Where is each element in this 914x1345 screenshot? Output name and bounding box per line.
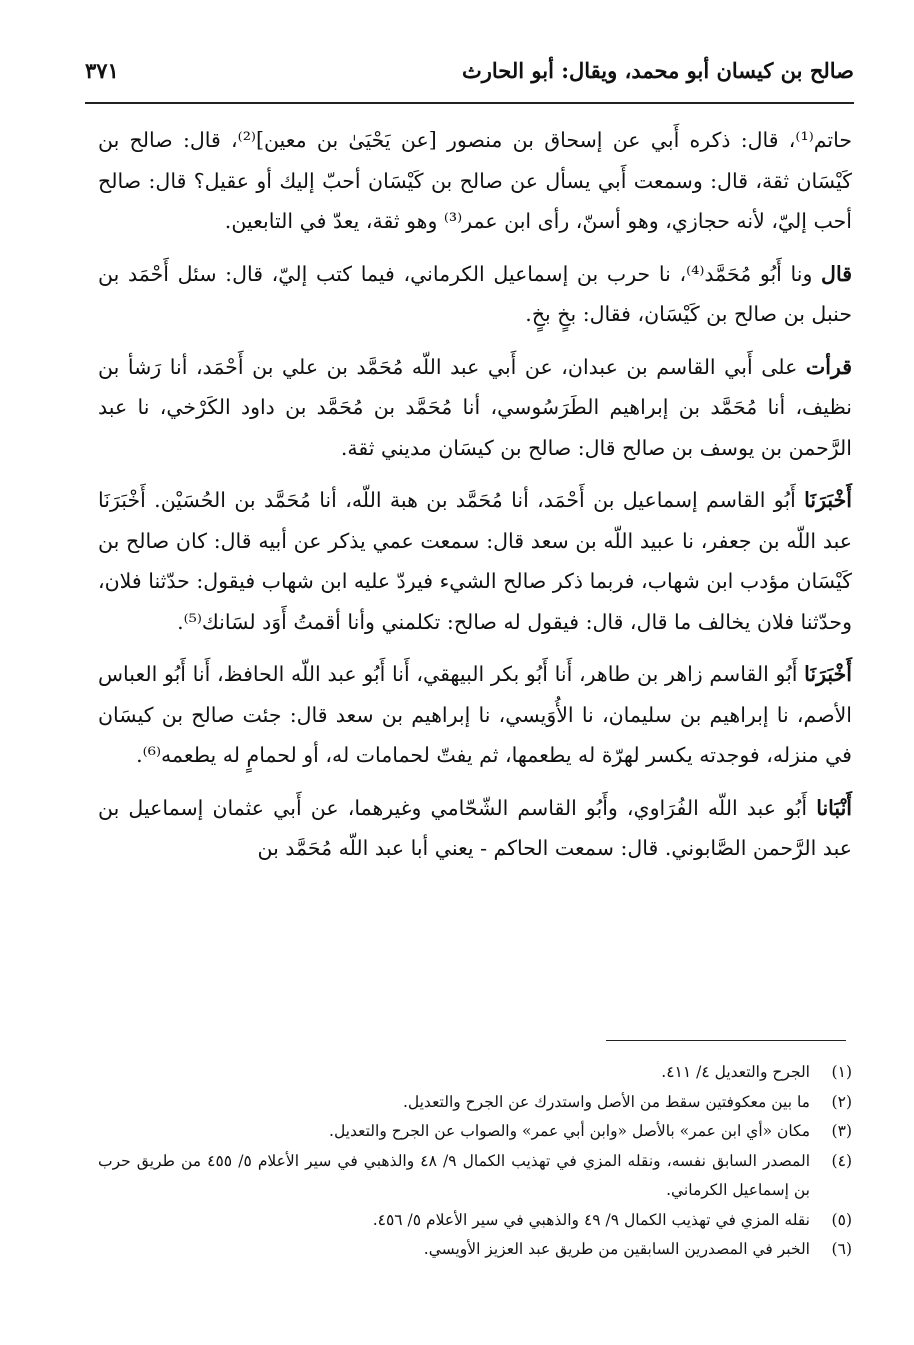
paragraph-5 <box>98 654 852 776</box>
page-number: ٣٧١ <box>85 58 119 83</box>
footnote-number: (٢) <box>831 1092 852 1111</box>
paragraph-lead: قال <box>821 261 852 286</box>
footnote-number: (٥) <box>831 1210 852 1229</box>
paragraph-text: ونا أَبُو مُحَمَّد⁽⁴⁾، نا حرب بن إسماعيل الكرماني، فيما كتب إليّ، قال: سئل أَحْمَد بن حنبل بن صالح بن كَيْسَان، فقال: بخٍ بخٍ. <box>98 261 852 326</box>
footnote-number: (١) <box>831 1063 852 1081</box>
footnote-number: (٣) <box>831 1122 852 1140</box>
paragraph-6 <box>98 788 852 869</box>
footnote-number: (٦) <box>831 1240 852 1258</box>
footnote-text: مكان «أي ابن عمر» بالأصل «وابن أبي عمر» والصواب عن الجرح والتعديل. <box>329 1122 810 1140</box>
paragraph-text: أَبُو عبد اللّه الفُرَاوي، وأَبُو القاسم الشّحّامي وغيرهما، عن أَبي عثمان إسماعيل بن عبد الرَّحمن الصَّابوني. قال: سمعت الحاكم - يعني أبا عبد اللّه مُحَمَّد بن <box>98 795 852 860</box>
footnote-4 <box>98 1147 852 1206</box>
paragraph-text: على أَبي القاسم بن عبدان، عن أَبي عبد اللّه مُحَمَّد بن علي بن أَحْمَد، أنا رَشأ بن نظيف، أنا مُحَمَّد بن إبراهيم الطَرَسُوسي، أنا مُحَمَّد بن مُحَمَّد بن داود الكَرْخي، نا عبد الرَّحمن بن يوسف بن صالح قال: صالح بن كيسَان مديني ثقة. <box>98 354 852 460</box>
header-rule <box>85 102 854 104</box>
footnote-text: نقله المزي في تهذيب الكمال ٩/ ٤٩ والذهبي في سير الأعلام ٥/ ٤٥٦. <box>372 1210 810 1229</box>
footnote-text: الجرح والتعديل ٤/ ٤١١. <box>661 1063 810 1081</box>
paragraph-text: أَبُو القاسم إسماعيل بن أَحْمَد، أنا مُحَمَّد بن هبة اللّه، أنا مُحَمَّد بن الحُسَيْن. أَخْبَرَنَا عبد اللّه بن جعفر، نا عبيد اللّه بن سعد قال: سمعت عمي يذكر عن أبيه قال: كان صالح بن كَيْسَان مؤدب ابن شهاب، فربما ذكر صالح الشيء فيردّ عليه ابن شهاب فيقول: حدّثنا فلان، وحدّثنا فلان يخالف ما قال، قال: فيقول له صالح: تكلمني وأنا أقمتُ أَوَد لسَانك⁽⁵⁾. <box>98 488 852 634</box>
paragraph-2 <box>98 254 852 335</box>
paragraph-1 <box>98 120 852 242</box>
footnote-6 <box>98 1235 852 1265</box>
footnote-1 <box>98 1058 852 1088</box>
paragraph-text: حاتم⁽¹⁾، قال: ذكره أَبي عن إسحاق بن منصور [عن يَحْيَىٰ بن معين]⁽²⁾، قال: صالح بن كَيْسَان ثقة، قال: وسمعت أَبي يسأل عن صالح بن كَيْسَان أحبّ إليك أو عقيل؟ قال: صالح أحب إليّ، لأنه حجازي، وهو أسنّ، رأى ابن عمر⁽³⁾ وهو ثقة، يعدّ في التابعين. <box>98 128 852 233</box>
paragraph-text: أَبُو القاسم زاهر بن طاهر، أَنا أَبُو بكر البيهقي، أَنا أَبُو عبد اللّه الحافظ، أَنا أَبُو العباس الأصم، نا إبراهيم بن سليمان، نا الأُوَيسي، نا إبراهيم بن سعد قال: جئت صالح بن كيسَان في منزله، فوجدته يكسر لهرّة له يطعمها، ثم يفتّ لحمامات له، أو لحمامٍ له يطعمه⁽⁶⁾. <box>98 662 852 767</box>
paragraph-3 <box>98 347 852 469</box>
paragraph-lead: أَنْبَانا <box>816 795 852 820</box>
footnote-2 <box>98 1088 852 1118</box>
running-title: صالح بن كيسان أبو محمد، ويقال: أبو الحارث <box>462 58 854 83</box>
paragraph-lead: قرأت <box>805 354 852 379</box>
footnote-text: ما بين معكوفتين سقط من الأصل واستدرك عن الجرح والتعديل. <box>402 1092 810 1111</box>
footnote-3 <box>98 1117 852 1147</box>
footnote-5 <box>98 1206 852 1236</box>
footnotes <box>98 1058 852 1265</box>
paragraph-lead: أَخْبَرَنَا <box>804 488 852 512</box>
footnote-text: الخبر في المصدرين السابقين من طريق عبد العزيز الأويسي. <box>423 1240 810 1258</box>
footnote-rule <box>606 1040 846 1041</box>
paragraph-lead: أَخْبَرَنَا <box>804 662 852 686</box>
footnote-number: (٤) <box>831 1151 852 1170</box>
footnote-text: المصدر السابق نفسه، ونقله المزي في تهذيب الكمال ٩/ ٤٨ والذهبي في سير الأعلام ٥/ ٤٥٥ من طريق حرب بن إسماعيل الكرماني. <box>98 1151 810 1199</box>
paragraph-4 <box>98 480 852 642</box>
main-text <box>98 120 852 881</box>
